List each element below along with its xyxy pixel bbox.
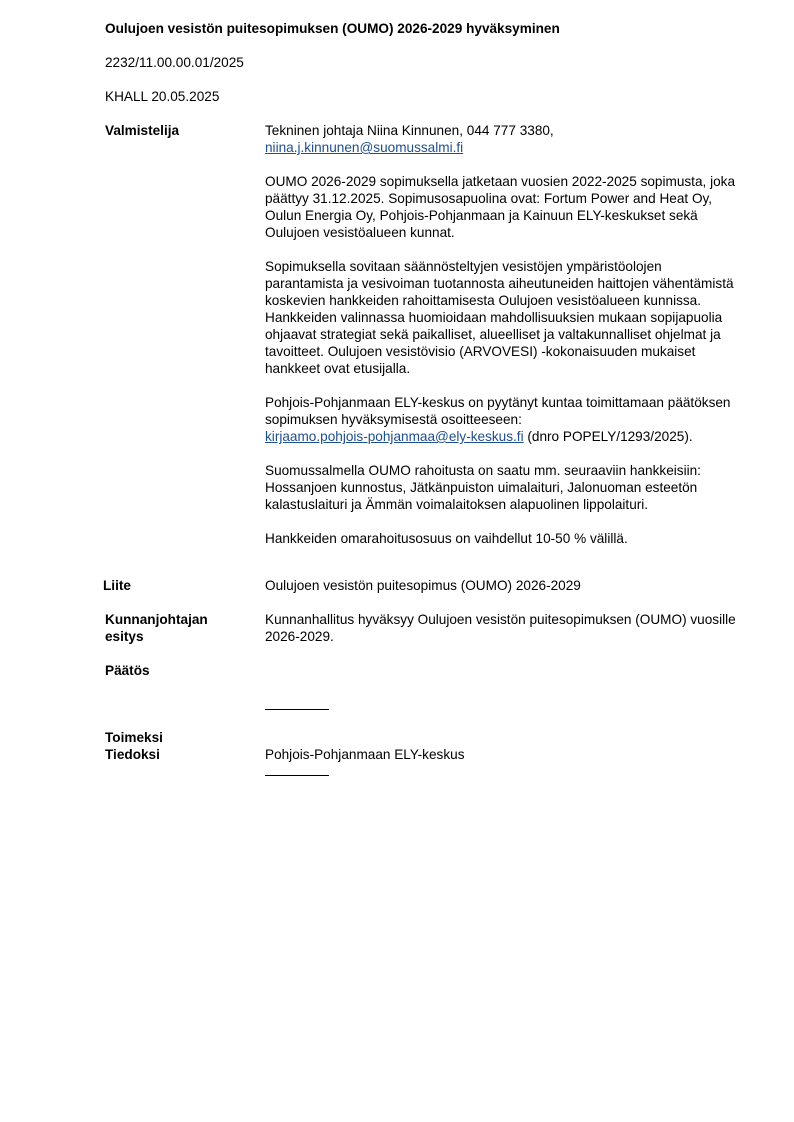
distribution-label-line1: Toimeksi — [105, 730, 163, 745]
distribution-label — [105, 729, 255, 763]
proposal-label — [105, 611, 255, 645]
body-paragraph-3-text: Pohjois-Pohjanmaan ELY-keskus on pyytänyt kuntaa toimittamaan päätöksen sopimuksen hyväksymisestä osoitteeseen: — [265, 395, 731, 427]
distribution-label-line2: Tiedoksi — [105, 747, 160, 762]
distribution-value: Pohjois-Pohjanmaan ELY-keskus — [265, 747, 465, 762]
body-paragraph-5: Hankkeiden omarahoitusosuus on vaihdellut 10-50 % välillä. — [265, 531, 628, 546]
preparer-contact: Tekninen johtaja Niina Kinnunen, 044 777 3380, — [265, 123, 554, 138]
decision-label: Päätös — [105, 663, 150, 678]
attachment-value: Oulujoen vesistön puitesopimus (OUMO) 2026-2029 — [265, 578, 581, 593]
proposal-label-line1: Kunnanjohtajan — [105, 612, 208, 627]
body-paragraph-2: Sopimuksella sovitaan säännösteltyjen vesistöjen ympäristöolojen parantamista ja vesivoiman tuotannosta aiheutuneiden haittojen vähentämistä koskevien hankkeiden rahoittamisesta Oulujoen vesistöalueen kunnissa. Hankkeiden valinnassa huomioidaan mahdollisuuksien mukaan sopijapuolia ohjaavat strategiat sekä paikalliset, alueelliset ja valtakunnalliset ohjelmat ja tavoitteet. Oulujoen vesistövisio (ARVOVESI) -kokonaisuuden mukaiset hankkeet ovat etusijalla. — [265, 259, 734, 376]
distribution-rule-wrap — [265, 775, 740, 776]
ely-email-link[interactable]: kirjaamo.pohjois-pohjanmaa@ely-keskus.fi — [265, 429, 524, 444]
preparer-label: Valmistelija — [105, 123, 180, 138]
meeting-date: KHALL 20.05.2025 — [105, 89, 220, 104]
distribution-signature-line — [265, 775, 329, 776]
body-paragraph-3-suffix: (dnro POPELY/1293/2025). — [523, 429, 693, 444]
proposal-value: Kunnanhallitus hyväksyy Oulujoen vesistön puitesopimuksen (OUMO) vuosille 2026-2029. — [265, 612, 736, 644]
body-paragraph-1: OUMO 2026-2029 sopimuksella jatketaan vuosien 2022-2025 sopimusta, joka päättyy 31.12.2025. Sopimusosapuolina ovat: Fortum Power and Heat Oy, Oulun Energia Oy, Pohjois-Pohjanmaan ja Kainuun ELY-keskukset sekä Oulujoen vesistöalueen kunnat. — [265, 174, 736, 240]
decision-signature-line — [265, 709, 329, 710]
decision-rule-wrap — [265, 709, 740, 710]
body-paragraph-3 — [265, 394, 740, 445]
body-paragraph-4: Suomussalmella OUMO rahoitusta on saatu mm. seuraaviin hankkeisiin: Hossanjoen kunnostus, Jätkänpuiston uimalaituri, Jalonuoman esteetön kalastuslaituri ja Ämmän voimalaitoksen alapuolinen lippolaituri. — [265, 463, 701, 512]
proposal-label-line2: esitys — [105, 629, 144, 644]
reference-number: 2232/11.00.00.01/2025 — [105, 55, 244, 70]
document-title: Oulujoen vesistön puitesopimuksen (OUMO) 2026-2029 hyväksyminen — [105, 21, 560, 36]
attachment-label: Liite — [103, 578, 131, 593]
preparer-email-link[interactable]: niina.j.kinnunen@suomussalmi.fi — [265, 140, 464, 155]
preparer-content — [265, 122, 740, 547]
